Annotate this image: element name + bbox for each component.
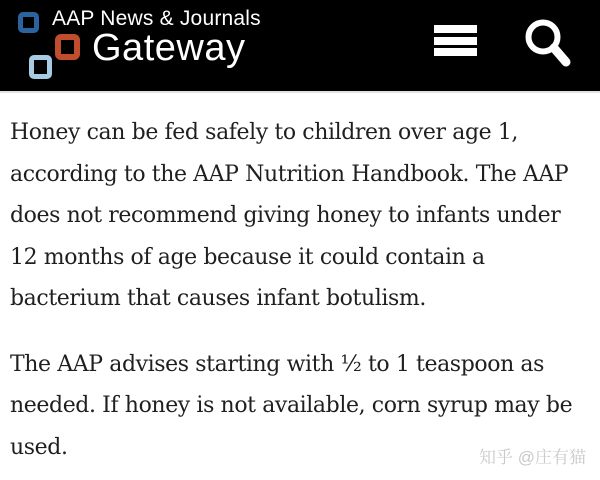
hamburger-icon (434, 25, 477, 33)
text-line: needed. If honey is not available, corn syrup may be (10, 393, 573, 418)
text-line: does not recommend giving honey to infants under (10, 203, 561, 228)
search-button[interactable] (522, 17, 580, 75)
site-header (0, 0, 600, 93)
logo-orange-square-icon (55, 34, 80, 60)
search-icon (522, 17, 580, 75)
text-line: bacterium that causes infant botulism. (10, 286, 426, 311)
text-line: Honey can be fed safely to children over age 1, (10, 120, 519, 145)
hamburger-icon (434, 37, 477, 45)
aap-gateway-logo[interactable] (0, 0, 300, 93)
logo-title-line1: AAP News & Journals (52, 7, 261, 30)
article-body (0, 93, 600, 468)
hamburger-menu-button[interactable] (434, 25, 477, 56)
text-line: The AAP advises starting with ½ to 1 teaspoon as (10, 351, 545, 377)
hamburger-icon (434, 48, 477, 56)
text-line: used. (10, 434, 68, 460)
article-paragraph (10, 112, 590, 320)
text-line: according to the AAP Nutrition Handbook. The AAP (10, 161, 569, 187)
zhihu-watermark: 知乎 @庄有猫 (479, 448, 586, 467)
logo-lightblue-square-icon (29, 55, 52, 79)
logo-blue-square-icon (18, 12, 39, 33)
logo-title-line2: Gateway (92, 27, 246, 69)
text-line: 12 months of age because it could contain a (10, 244, 485, 270)
